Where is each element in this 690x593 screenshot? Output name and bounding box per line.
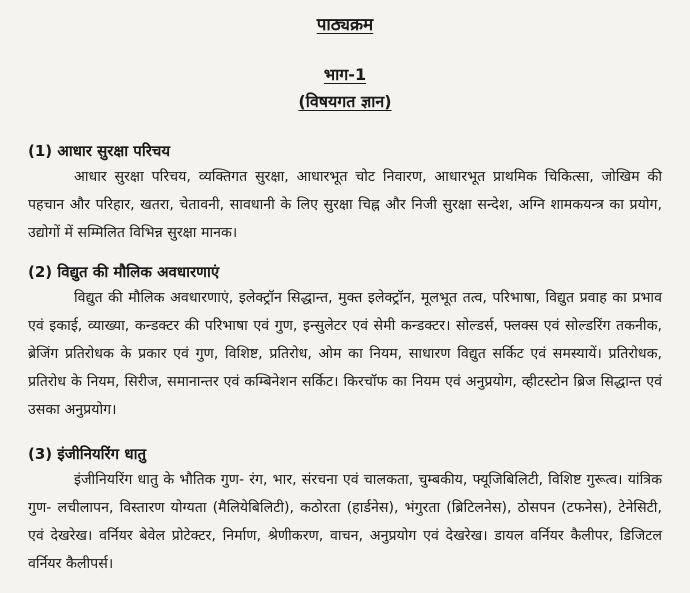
part-heading: भाग-1 (323, 65, 367, 84)
part-subheading: (विषयगत ज्ञान) (298, 92, 392, 111)
section-heading-metals: (3) इंजीनियरिंग धातु (28, 445, 147, 463)
page-title: पाठ्यक्रम (316, 15, 374, 35)
section-body-electricity: विद्युत की मौलिक अवधारणाएं, इलेक्ट्रॉन सिद्धान्त, मुक्त इलेक्ट्रॉन, मूलभूत तत्व, परिभाषा, विद्युत प्रवाह का प्रभाव एवं इकाई, व्याख्या, कन्डक्टर की परिभाषा एवं गुण, इन्सुलेटर एवं सेमी कन्डक्टर। सोल्डर्स, फ्लक्स एवं सोल्डरिंग तकनीक, ब्रेजिंग प्रतिरोधक के प्रकार एवं गुण, विशिष्ट, प्रतिरोध, ओम का नियम, साधारण विद्युत सर्किट एवं समस्यायें। प्रतिरोधक, प्रतिरोध के नियम, सिरीज, समानान्तर एवं कम्बिनेशन सर्किट। किरचॉफ का नियम एवं अनुप्रयोग, व्हीटस्टोन ब्रिज सिद्धान्त एवं उसका अनुप्रयोग। (28, 290, 662, 418)
section-heading-electricity: (2) विद्युत की मौलिक अवधारणाएं (28, 263, 220, 281)
section-heading-safety: (1) आधार सुरक्षा परिचय (28, 142, 171, 160)
section-body-safety: आधार सुरक्षा परिचय, व्यक्तिगत सुरक्षा, आधारभूत चोट निवारण, आधारभूत प्राथमिक चिकित्सा, जोखिम की पहचान और परिहार, खतरा, चेतावनी, सावधानी के लिए सुरक्षा चिह्न और निजी सुरक्षा सन्देश, अग्नि शामकयन्त्र का प्रयोग, उद्योगों में सम्मिलित विभिन्न सुरक्षा मानक। (28, 169, 662, 241)
section-body-metals: इंजीनियरिंग धातु के भौतिक गुण- रंग, भार, संरचना एवं चालकता, चुम्बकीय, फ्यूजिबिलिटी, विशिष्ट गुरूत्व। यांत्रिक गुण- लचीलापन, विस्तारण योग्यता (मैलियेबिलिटी), कठोरता (हार्डनेस), भंगुरता (ब्रिटिलनेस), ठोसपन (टफनेस), टेनेसिटी, एवं देखरेख। वर्नियर बेवेल प्रोटेक्टर, निर्माण, श्रेणीकरण, वाचन, अनुप्रयोग एवं देखरेख। डायल वर्नियर कैलीपर, डिजिटल वर्नियर कैलीपर्स। (28, 472, 662, 572)
